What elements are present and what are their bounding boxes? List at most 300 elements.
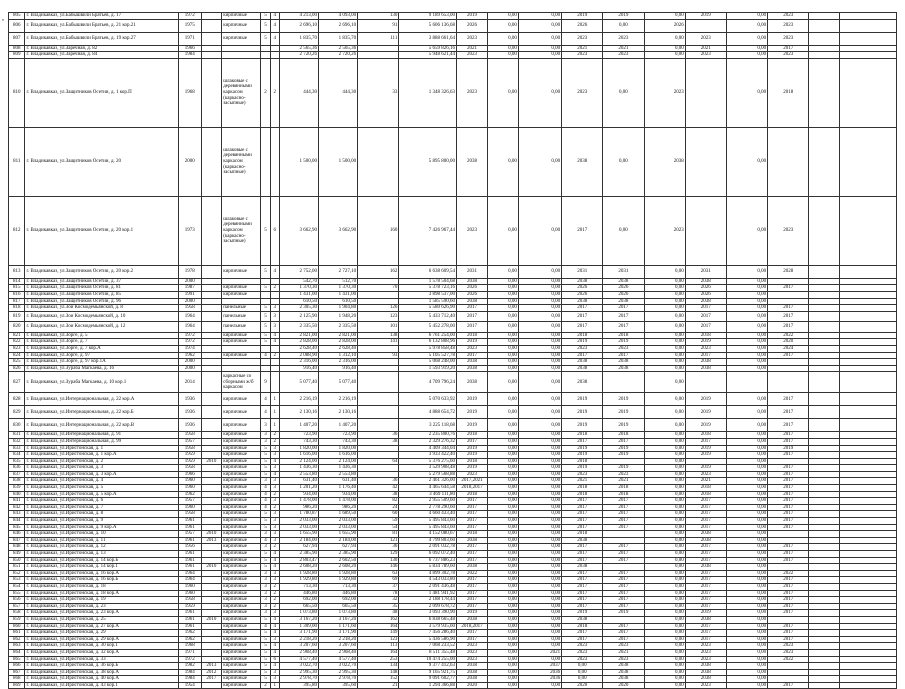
year-col-a: 2023 bbox=[562, 345, 603, 352]
empty-cell bbox=[840, 452, 897, 459]
row-number: 811 bbox=[9, 127, 25, 196]
year-col-d bbox=[768, 291, 809, 298]
address-cell: г. Владикавказ, ул.Зорге, д. 7 кор.А bbox=[25, 345, 178, 352]
address-cell: г. Владикавказ, ул.Иристонская, д. 2 bbox=[25, 458, 178, 465]
entrances: 2 bbox=[270, 544, 279, 551]
residents bbox=[358, 278, 399, 285]
value-c: 0,00 bbox=[644, 524, 685, 531]
year-overhaul bbox=[201, 485, 222, 492]
year-overhaul: 2013 bbox=[201, 663, 222, 670]
address-cell: г. Владикавказ, ул.Иристонская, д. 43 кор.1 bbox=[25, 682, 178, 689]
year-col-c: 2038 bbox=[685, 365, 726, 372]
value-d: 0,00 bbox=[726, 359, 767, 366]
living-area: 1 370,30 bbox=[319, 285, 358, 292]
floors: 2 bbox=[261, 58, 270, 127]
living-area: 2 124,00 bbox=[319, 458, 358, 465]
wall-material: кирпичные bbox=[222, 471, 261, 478]
total-area: 2 125,90 bbox=[279, 311, 318, 322]
floors: 3 bbox=[261, 570, 270, 577]
entrances: 3 bbox=[270, 518, 279, 525]
cost: 4 888 654,72 bbox=[399, 406, 457, 419]
entrances: 2 bbox=[270, 352, 279, 359]
residents: 93 bbox=[358, 352, 399, 359]
value-c: 0,00 bbox=[644, 610, 685, 617]
year-col-c: 2017 bbox=[685, 511, 726, 518]
year-col-a: 2019 bbox=[562, 465, 603, 472]
year-overhaul bbox=[201, 465, 222, 472]
address-cell: г. Владикавказ, ул.Иристонская, д. 16 кор.А bbox=[25, 570, 178, 577]
living-area: 2 828,00 bbox=[319, 339, 358, 346]
year-col-c: 2017 bbox=[685, 322, 726, 333]
empty-cell bbox=[840, 551, 897, 558]
year-col-c: 2023 bbox=[685, 649, 726, 656]
value-a: 0,00 bbox=[487, 590, 518, 597]
year-col-c: 2019 bbox=[685, 419, 726, 432]
year-col-a: 2017 bbox=[562, 577, 603, 584]
year-col-b: 2038 bbox=[603, 298, 644, 305]
table-row bbox=[9, 305, 897, 312]
plan-year: 2038 bbox=[457, 278, 488, 285]
address-cell: г. Владикавказ, ул.Зорге, д. 5 bbox=[25, 332, 178, 339]
living-area: 512,70 bbox=[319, 278, 358, 285]
value-d: 0,00 bbox=[726, 531, 767, 538]
value-c: 0,00 bbox=[644, 345, 685, 352]
empty-cell bbox=[809, 597, 840, 604]
plan-year: 2017 bbox=[457, 518, 488, 525]
living-area: 2 033,00 bbox=[319, 524, 358, 531]
empty-cell bbox=[809, 603, 840, 610]
year-col-a: 2038 bbox=[562, 616, 603, 623]
cost: 3 529 908,48 bbox=[399, 465, 457, 472]
empty-cell bbox=[840, 537, 897, 544]
total-area: 444,30 bbox=[279, 58, 318, 127]
year-col-a: 2018 bbox=[562, 491, 603, 498]
year-col-a: 2018 bbox=[562, 485, 603, 492]
value-b: 0,00 bbox=[518, 196, 561, 265]
entrances: 2 bbox=[270, 438, 279, 445]
entrances bbox=[270, 278, 279, 285]
row-number: 822 bbox=[9, 339, 25, 346]
floors: 5 bbox=[261, 649, 270, 656]
wall-material: кирпичные bbox=[222, 583, 261, 590]
residents: 113 bbox=[358, 643, 399, 650]
year-built: 1972 bbox=[178, 13, 201, 20]
address-cell: г. Владикавказ, ул.Иристонская, д. 9 кор.А bbox=[25, 524, 178, 531]
year-col-d bbox=[768, 458, 809, 465]
wall-material: кирпичные bbox=[222, 339, 261, 346]
value-a: 0,00 bbox=[487, 365, 518, 372]
wall-material: кирпичные bbox=[222, 491, 261, 498]
value-a: 0,00 bbox=[487, 504, 518, 511]
floors: 2 bbox=[261, 682, 270, 689]
living-area: 2 978,70 bbox=[319, 676, 358, 683]
value-a: 0,00 bbox=[487, 603, 518, 610]
value-d: 0,00 bbox=[726, 285, 767, 292]
value-c: 0,00 bbox=[644, 432, 685, 439]
value-b: 0,00 bbox=[518, 603, 561, 610]
empty-cell bbox=[809, 359, 840, 366]
value-c: 0,00 bbox=[644, 471, 685, 478]
address-cell: г. Владикавказ, ул.Иристонская, д. 1 bbox=[25, 445, 178, 452]
table-row bbox=[9, 393, 897, 406]
empty-cell bbox=[809, 432, 840, 439]
wall-material: кирпичные bbox=[222, 452, 261, 459]
year-col-c: 2017 bbox=[685, 603, 726, 610]
living-area: 743,30 bbox=[319, 438, 358, 445]
row-number: 865 bbox=[9, 656, 25, 663]
empty-cell bbox=[809, 570, 840, 577]
residents: 126 bbox=[358, 305, 399, 312]
value-c: 0,00 bbox=[644, 445, 685, 452]
cost: 2 955 509,60 bbox=[399, 498, 457, 505]
plan-year: 2020 bbox=[457, 682, 488, 689]
year-built: 1982 bbox=[178, 663, 201, 670]
value-b: 0,00 bbox=[518, 537, 561, 544]
empty-cell bbox=[840, 656, 897, 663]
empty-cell bbox=[809, 406, 840, 419]
entrances: 3 bbox=[270, 465, 279, 472]
residents: 164 bbox=[358, 649, 399, 656]
floors bbox=[261, 359, 270, 366]
floors: 3 bbox=[261, 432, 270, 439]
living-area: 446,80 bbox=[319, 590, 358, 597]
wall-material bbox=[222, 278, 261, 285]
table-row bbox=[9, 610, 897, 617]
value-a: 0,00 bbox=[487, 663, 518, 670]
row-number: 850 bbox=[9, 557, 25, 564]
year-col-b: 2017 bbox=[603, 511, 644, 518]
empty-cell bbox=[840, 669, 897, 676]
value-c: 0,00 bbox=[644, 682, 685, 689]
empty-cell bbox=[840, 504, 897, 511]
living-area: 1 655,90 bbox=[319, 531, 358, 538]
empty-cell bbox=[840, 485, 897, 492]
empty-cell bbox=[840, 597, 897, 604]
entrances: 3 bbox=[270, 636, 279, 643]
year-col-b: 2038 bbox=[603, 676, 644, 683]
residents: 81 bbox=[358, 531, 399, 538]
entrances: 4 bbox=[270, 265, 279, 278]
table-row bbox=[9, 649, 897, 656]
year-overhaul: 2010 bbox=[201, 616, 222, 623]
plan-year: 2018 bbox=[457, 531, 488, 538]
wall-material: кирпичные bbox=[222, 669, 261, 676]
entrances: 3 bbox=[270, 311, 279, 322]
total-area: 1 820,00 bbox=[279, 445, 318, 452]
value-a: 0,00 bbox=[487, 531, 518, 538]
living-area: 723,90 bbox=[319, 432, 358, 439]
year-col-b: 2019 bbox=[603, 465, 644, 472]
value-d: 0,00 bbox=[726, 610, 767, 617]
total-area: 692,00 bbox=[279, 597, 318, 604]
address-cell: г. Владикавказ, ул.Защитников Осетии, д. 20 кор.1 bbox=[25, 196, 178, 265]
year-overhaul bbox=[201, 524, 222, 531]
year-col-a: 2023 bbox=[562, 32, 603, 45]
value-d: 0,00 bbox=[726, 432, 767, 439]
empty-cell bbox=[809, 32, 840, 45]
year-overhaul bbox=[201, 285, 222, 292]
value-d: 0,00 bbox=[726, 524, 767, 531]
total-area: 2 608,20 bbox=[279, 564, 318, 571]
value-a: 0,00 bbox=[487, 498, 518, 505]
year-col-b: 2021 bbox=[603, 478, 644, 485]
table-row bbox=[9, 465, 897, 472]
cost: 5 834 789,60 bbox=[399, 564, 457, 571]
wall-material: шлаковые с деревянными каркасом (каркасно-засыпные) bbox=[222, 127, 261, 196]
total-area: 2 216,19 bbox=[279, 393, 318, 406]
row-number: 845 bbox=[9, 524, 25, 531]
year-col-b: 2038 bbox=[603, 359, 644, 366]
value-d: 0,00 bbox=[726, 465, 767, 472]
living-area: 1 500,00 bbox=[319, 127, 358, 196]
floors: 5 bbox=[261, 636, 270, 643]
living-area: 3 171,90 bbox=[319, 630, 358, 637]
total-area: 1 616,00 bbox=[279, 452, 318, 459]
year-built: 1964 bbox=[178, 577, 201, 584]
year-built: 1960 bbox=[178, 485, 201, 492]
value-d: 0,00 bbox=[726, 278, 767, 285]
cost: 2 235 800,76 bbox=[399, 432, 457, 439]
empty-cell bbox=[809, 471, 840, 478]
value-b: 2036 bbox=[518, 676, 561, 683]
address-cell: г. Владикавказ, ул.Иристонская, д. 23 кор.А bbox=[25, 610, 178, 617]
empty-cell bbox=[840, 365, 897, 372]
living-area: 2 565,36 bbox=[319, 45, 358, 52]
cost: 5 495 843,60 bbox=[399, 524, 457, 531]
row-number: 840 bbox=[9, 491, 25, 498]
entrances: 3 bbox=[270, 511, 279, 518]
residents: 69 bbox=[358, 577, 399, 584]
row-number: 815 bbox=[9, 285, 25, 292]
total-area: 2 033,00 bbox=[279, 524, 318, 531]
total-area: 1 780,87 bbox=[279, 511, 318, 518]
year-col-d: 2017 bbox=[768, 511, 809, 518]
year-overhaul bbox=[201, 438, 222, 445]
empty-cell bbox=[809, 649, 840, 656]
year-col-d: 2023 bbox=[768, 643, 809, 650]
year-built: 1984 bbox=[178, 52, 201, 59]
empty-cell bbox=[809, 127, 840, 196]
cost: 10 474 255,00 bbox=[399, 656, 457, 663]
residents: 24 bbox=[358, 504, 399, 511]
table-row bbox=[9, 616, 897, 623]
year-col-c: 2019 bbox=[685, 339, 726, 346]
empty-cell bbox=[840, 58, 897, 127]
year-col-c bbox=[685, 196, 726, 265]
value-b: 0,00 bbox=[518, 265, 561, 278]
living-area: 444,30 bbox=[319, 58, 358, 127]
address-cell: г. Владикавказ, ул.Защитников Осетии, д. 1 кор.П bbox=[25, 58, 178, 127]
empty-cell bbox=[809, 311, 840, 322]
year-overhaul bbox=[201, 630, 222, 637]
empty-cell bbox=[840, 610, 897, 617]
wall-material: кирпичные bbox=[222, 544, 261, 551]
value-d: 0,00 bbox=[726, 518, 767, 525]
empty-cell bbox=[840, 649, 897, 656]
table-row bbox=[9, 623, 897, 630]
value-a: 0,00 bbox=[487, 372, 518, 393]
total-area: 665,50 bbox=[279, 603, 318, 610]
year-col-d: 2018 bbox=[768, 58, 809, 127]
empty-cell bbox=[840, 285, 897, 292]
entrances: 2 bbox=[270, 583, 279, 590]
residents: 253 bbox=[358, 656, 399, 663]
empty-cell bbox=[809, 557, 840, 564]
table-row bbox=[9, 518, 897, 525]
year-col-a: 0,00 bbox=[562, 676, 603, 683]
value-a: 0,00 bbox=[487, 682, 518, 689]
value-d: 0,00 bbox=[726, 603, 767, 610]
year-col-c bbox=[685, 458, 726, 465]
year-built: 1958 bbox=[178, 305, 201, 312]
living-area: 1 176,40 bbox=[319, 485, 358, 492]
floors: 4 bbox=[261, 623, 270, 630]
plan-year: 2038 bbox=[457, 537, 488, 544]
residents: 101 bbox=[358, 322, 399, 333]
year-col-c: 2038 bbox=[685, 616, 726, 623]
year-col-a: 2019 bbox=[562, 13, 603, 20]
value-d: 0,00 bbox=[726, 452, 767, 459]
value-d: 0,00 bbox=[726, 19, 767, 32]
year-col-a: 2017 bbox=[562, 322, 603, 333]
floors bbox=[261, 291, 270, 298]
year-col-b: 2017 bbox=[603, 524, 644, 531]
year-col-a: 2023 bbox=[562, 643, 603, 650]
value-d: 0,00 bbox=[726, 590, 767, 597]
year-col-b bbox=[603, 564, 644, 571]
living-area: 916,40 bbox=[319, 365, 358, 372]
year-overhaul bbox=[201, 393, 222, 406]
wall-material: кирпичные bbox=[222, 13, 261, 20]
wall-material: кирпичные bbox=[222, 511, 261, 518]
plan-year: 2026 bbox=[457, 285, 488, 292]
empty-cell bbox=[809, 518, 840, 525]
plan-year: 2038 bbox=[457, 564, 488, 571]
empty-cell bbox=[809, 676, 840, 683]
floors: 5 bbox=[261, 471, 270, 478]
row-number: 849 bbox=[9, 551, 25, 558]
year-col-b: 2018 bbox=[603, 485, 644, 492]
living-area: 2 316,00 bbox=[319, 359, 358, 366]
year-col-b: 2019 bbox=[603, 393, 644, 406]
living-area: 627,94 bbox=[319, 544, 358, 551]
address-cell: г. Владикавказ, ул.Зои Космодемьянской, д. 8 bbox=[25, 305, 178, 312]
address-cell: г. Владикавказ, ул.Заречная, д. 84 bbox=[25, 52, 178, 59]
year-col-b: 2017 bbox=[603, 322, 644, 333]
row-number: 806 bbox=[9, 19, 25, 32]
floors: 4 bbox=[261, 485, 270, 492]
empty-cell bbox=[840, 339, 897, 346]
year-col-a: 2038 bbox=[562, 537, 603, 544]
living-area: 1 073,80 bbox=[319, 610, 358, 617]
value-c: 0,00 bbox=[644, 322, 685, 333]
year-col-b: 2017 bbox=[603, 305, 644, 312]
living-area: 2 033,00 bbox=[319, 518, 358, 525]
value-a: 0,00 bbox=[487, 465, 518, 472]
value-b: 0,00 bbox=[518, 13, 561, 20]
table-row bbox=[9, 551, 897, 558]
year-built: 1961 bbox=[178, 537, 201, 544]
value-b: 0,00 bbox=[518, 643, 561, 650]
year-built: 1971 bbox=[178, 32, 201, 45]
year-built: 2000 bbox=[178, 359, 201, 366]
row-number: 835 bbox=[9, 458, 25, 465]
year-col-a: 2017 bbox=[562, 603, 603, 610]
value-b: 0,00 bbox=[518, 524, 561, 531]
wall-material: кирпичные bbox=[222, 419, 261, 432]
year-overhaul bbox=[201, 643, 222, 650]
year-built: 1958 bbox=[178, 445, 201, 452]
year-overhaul bbox=[201, 13, 222, 20]
value-a: 0,00 bbox=[487, 352, 518, 359]
address-cell: г. Владикавказ, ул.Зои Космодемьянской, д. 10 bbox=[25, 311, 178, 322]
residents bbox=[358, 471, 399, 478]
entrances: 3 bbox=[270, 570, 279, 577]
entrances bbox=[270, 372, 279, 393]
residents: 148 bbox=[358, 669, 399, 676]
plan-year: 2019 bbox=[457, 452, 488, 459]
year-col-c: 2017 bbox=[685, 524, 726, 531]
cost: 3 469 111,80 bbox=[399, 491, 457, 498]
entrances: 3 bbox=[270, 498, 279, 505]
year-col-a: 2017 bbox=[562, 438, 603, 445]
total-area: 446,80 bbox=[279, 590, 318, 597]
floors bbox=[261, 298, 270, 305]
wall-material: панельные bbox=[222, 305, 261, 312]
table-row bbox=[9, 478, 897, 485]
empty-cell bbox=[809, 445, 840, 452]
value-b: 0,00 bbox=[518, 630, 561, 637]
living-area: 1 431,00 bbox=[319, 291, 358, 298]
empty-cell bbox=[840, 359, 897, 366]
wall-material bbox=[222, 365, 261, 372]
year-col-d: 2017 bbox=[768, 557, 809, 564]
value-b: 0,00 bbox=[518, 656, 561, 663]
year-col-a: 2017 bbox=[562, 630, 603, 637]
year-col-c: 2017 bbox=[685, 557, 726, 564]
value-d: 0,00 bbox=[726, 616, 767, 623]
year-overhaul bbox=[201, 419, 222, 432]
empty-cell bbox=[809, 322, 840, 333]
year-col-b bbox=[603, 537, 644, 544]
total-area: 1 478,00 bbox=[279, 498, 318, 505]
value-b: 0,00 bbox=[518, 438, 561, 445]
address-cell: г. Владикавказ, ул.Защитников Осетии, д. 37 bbox=[25, 278, 178, 285]
year-col-b: 2026 bbox=[603, 285, 644, 292]
floors: 5 bbox=[261, 13, 270, 20]
address-cell: г. Владикавказ, ул.Иристонская, д. 30 кор.1 bbox=[25, 643, 178, 650]
table-row bbox=[9, 52, 897, 59]
value-a: 0,00 bbox=[487, 19, 518, 32]
floors bbox=[261, 52, 270, 59]
value-d: 0,00 bbox=[726, 669, 767, 676]
value-c: 0,00 bbox=[644, 32, 685, 45]
year-built: 1962 bbox=[178, 491, 201, 498]
value-c: 0,00 bbox=[644, 332, 685, 339]
total-area: 1 928,80 bbox=[279, 570, 318, 577]
empty-cell bbox=[809, 372, 840, 393]
residents: 123 bbox=[358, 636, 399, 643]
year-overhaul: 2017 bbox=[201, 676, 222, 683]
year-col-b: 0,00 bbox=[603, 19, 644, 32]
empty-cell bbox=[840, 643, 897, 650]
wall-material bbox=[222, 345, 261, 352]
value-a: 0,00 bbox=[487, 518, 518, 525]
row-number: 821 bbox=[9, 332, 25, 339]
floors: 3 bbox=[261, 544, 270, 551]
year-built: 1984 bbox=[178, 676, 201, 683]
value-a: 0,00 bbox=[487, 564, 518, 571]
